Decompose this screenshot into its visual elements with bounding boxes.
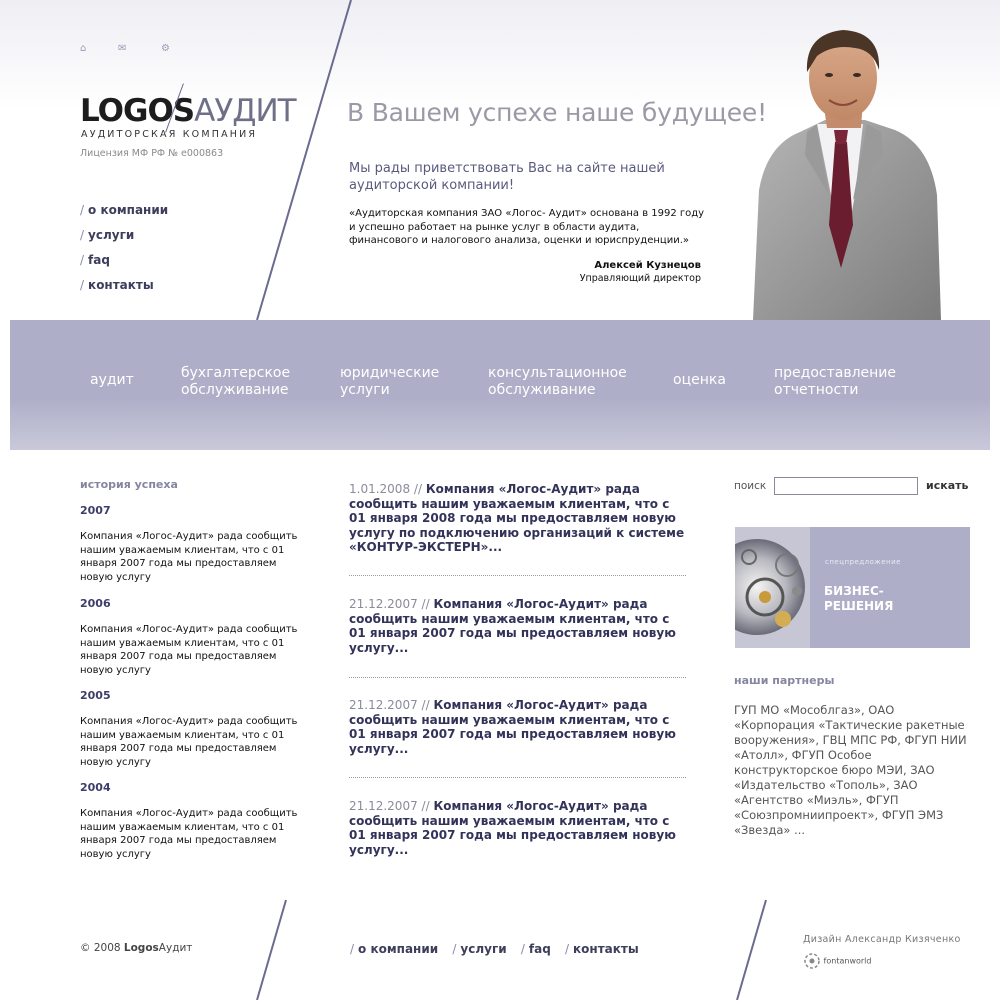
left-nav-item-faq[interactable] [80,253,168,278]
footer-nav-label: услуги [460,942,507,956]
history-text: Компания «Логос-Аудит» рада сообщить нашим уважаемым клиентам, что с 01 января 2007 года мы предоставляем новую услугу [80,716,298,768]
news-date: 21.12.2007 [349,698,418,712]
news-item[interactable] [349,597,689,655]
footer-nav-item-contacts[interactable] [565,942,639,956]
left-nav-label: о компании [88,203,169,217]
footer-nav [350,942,649,956]
copyright-brand-bold: Logos [123,942,159,954]
news-item[interactable] [349,799,689,857]
left-nav-item-services[interactable] [80,228,168,253]
footer-nav-item-about[interactable] [350,942,438,956]
search-button[interactable]: искать [926,479,969,492]
copyright-prefix: © 2008 [80,942,124,954]
studio-logo[interactable] [803,952,871,970]
news-divider [349,575,686,576]
left-nav-item-about[interactable] [80,203,168,228]
signature-role: Управляющий директор [579,273,701,284]
sitemap-icon[interactable]: ⚙ [161,43,170,54]
nav-separator: / [564,942,570,956]
left-nav-label: услуги [88,228,135,242]
signature-name: Алексей Кузнецов [594,260,701,271]
main-nav-label: отчетности [774,382,859,398]
main-nav-label: обслуживание [181,382,289,398]
nav-separator: / [80,253,85,267]
history-year[interactable]: 2006 [80,597,111,610]
left-nav-item-contacts[interactable] [80,278,168,303]
nav-separator: / [520,942,525,956]
left-nav-label: faq [88,253,110,267]
mail-icon[interactable]: ✉ [118,43,127,54]
logo-subtitle: АУДИТОРСКАЯ КОМПАНИЯ [81,129,258,140]
partners-title: наши партнеры [734,674,835,687]
main-nav-item-legal[interactable] [340,365,439,399]
main-nav-item-reporting[interactable] [774,365,896,399]
main-nav-label: обслуживание [488,382,596,398]
nav-separator: / [452,942,457,956]
nav-separator: / [80,203,85,217]
news-separator: // [421,698,430,712]
main-nav-label: предоставление [774,365,897,381]
footer-nav-label: faq [528,942,551,956]
welcome-text: Мы рады приветствовать Вас на сайте нашей аудиторской компании! [349,161,665,193]
news-link[interactable]: Компания «Логос-Аудит» рада сообщить нашим уважаемым клиентам, что с 01 января 2007 года мы предоставляем новую услугу... [349,799,676,857]
promo-title-line: БИЗНЕС- [824,584,884,598]
footer-nav-item-faq[interactable] [521,942,551,956]
nav-separator: / [80,278,85,292]
history-year[interactable]: 2005 [80,689,111,702]
logo-text-bold: LOGOS [80,93,195,129]
main-nav-item-accounting[interactable] [181,365,290,399]
footer-nav-label: контакты [573,942,639,956]
left-nav [80,203,168,303]
promo-title-line: РЕШЕНИЯ [824,599,894,613]
nav-separator: / [350,942,355,956]
news-date: 21.12.2007 [349,799,418,813]
search-input[interactable] [774,477,918,495]
director-photo [745,20,945,320]
director-quote: «Аудиторская компания ЗАО «Логос- Аудит» основана в 1992 году и успешно работает на рынке услуг в области аудита, финансового и налогового анализа, оценки и юриспруденции.» [349,208,705,246]
main-nav-label: оценка [673,372,726,388]
slogan: В Вашем успехе наше будущее! [347,98,767,127]
watch-mechanism-image [735,527,810,648]
studio-name: fontanworld [823,956,872,966]
copyright-brand-rest: Аудит [158,942,193,954]
news-item[interactable] [349,698,689,756]
news-date: 1.01.2008 [349,482,411,496]
history-text: Компания «Логос-Аудит» рада сообщить нашим уважаемым клиентам, что с 01 января 2007 года мы предоставляем новую услугу [80,531,298,583]
promo-title [824,584,893,614]
history-text: Компания «Логос-Аудит» рада сообщить нашим уважаемым клиентам, что с 01 января 2007 года мы предоставляем новую услугу [80,624,298,676]
promo-label: спецпредложение [825,558,901,566]
main-nav-item-consulting[interactable] [488,365,627,399]
main-nav-label: аудит [90,372,134,388]
main-nav-label: юридические [340,365,440,381]
news-link[interactable]: Компания «Логос-Аудит» рада сообщить нашим уважаемым клиентам, что с 01 января 2008 года мы предоставляем новую услугу по подключению организаций к системе «КОНТУР-ЭКСТЕРН»... [349,482,685,555]
history-text: Компания «Логос-Аудит» рада сообщить нашим уважаемым клиентам, что с 01 января 2007 года мы предоставляем новую услугу [80,808,298,860]
news-separator: // [421,799,430,813]
news-divider [349,777,686,778]
main-nav-label: бухгалтерское [181,365,291,381]
promo-banner[interactable] [735,527,970,648]
history-year[interactable]: 2007 [80,504,111,517]
news-separator: // [413,482,422,496]
main-nav-label: услуги [340,382,390,398]
home-icon[interactable]: ⌂ [80,43,87,54]
logo-text-light: АУДИТ [194,93,296,129]
footer-nav-label: о компании [358,942,439,956]
main-nav-label: консультационное [488,365,627,381]
search-label: поиск [734,480,767,492]
news-separator: // [421,597,430,611]
design-credit[interactable]: Дизайн Александр Кизяченко [803,934,961,945]
logo[interactable] [80,95,296,127]
history-year[interactable]: 2004 [80,781,111,794]
left-nav-label: контакты [88,278,154,292]
nav-separator: / [80,228,85,242]
news-link[interactable]: Компания «Логос-Аудит» рада сообщить нашим уважаемым клиентам, что с 01 января 2007 года мы предоставляем новую услугу... [349,597,676,655]
footer-nav-item-services[interactable] [452,942,506,956]
fontanworld-icon [803,952,821,970]
main-nav-item-audit[interactable] [90,372,134,389]
news-date: 21.12.2007 [349,597,418,611]
license-text: Лицензия МФ РФ № е000863 [80,148,224,159]
main-nav-item-valuation[interactable] [673,372,726,389]
copyright [80,942,192,954]
news-item[interactable] [349,482,689,555]
partners-text: ГУП МО «Мособлгаз», ОАО «Корпорация «Тактические ракетные вооружения», ГВЦ МПС РФ, ФГУП НИИ «Атолл», ФГУП Особое конструкторское бюро МЭИ, ЗАО «Издательство «Тополь», ЗАО «Агентство «Миэль», ФГУП «Союзпромниипроект», ФГУП ЭМЗ «Звезда» ... [734,703,967,837]
news-divider [349,677,686,678]
news-link[interactable]: Компания «Логос-Аудит» рада сообщить нашим уважаемым клиентам, что с 01 января 2007 года мы предоставляем новую услугу... [349,698,676,756]
history-title: история успеха [80,478,178,491]
